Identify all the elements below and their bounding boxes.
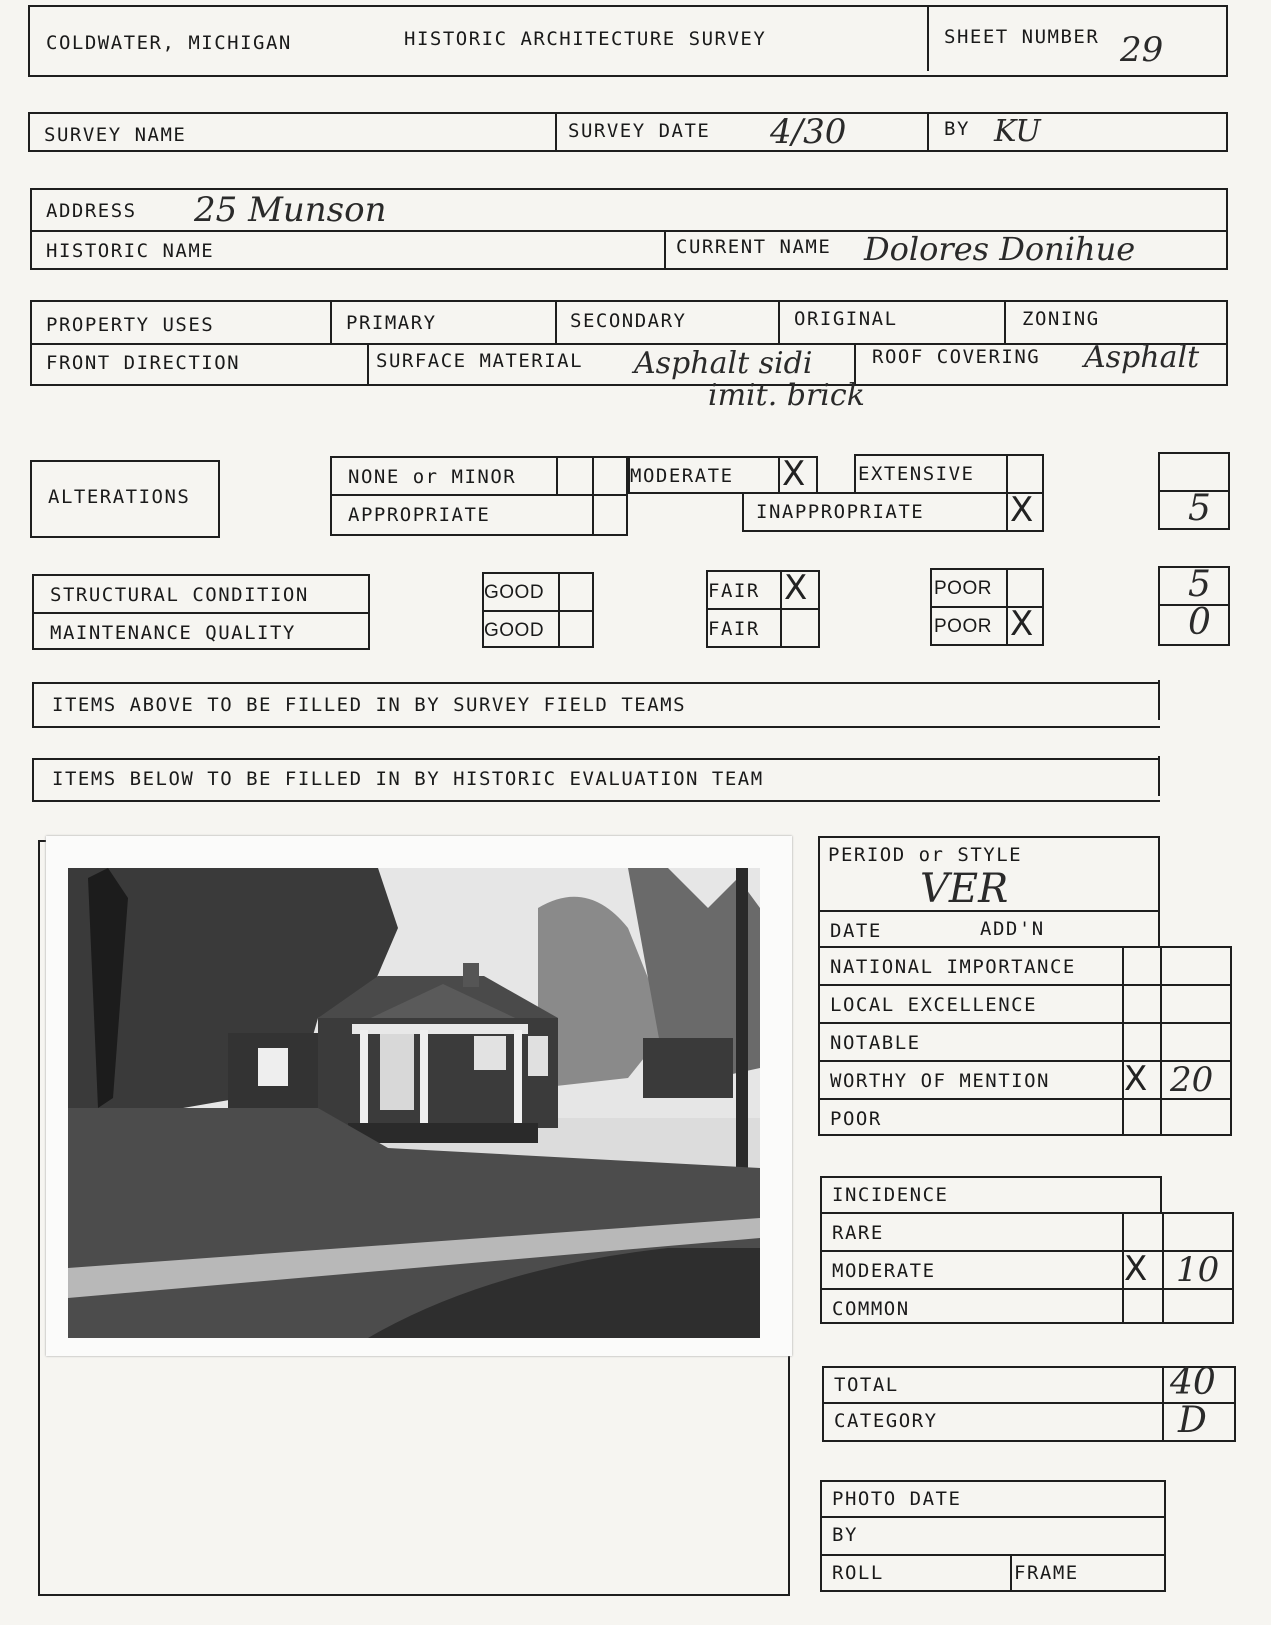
incidence-moderate-label: MODERATE: [832, 1260, 936, 1282]
inappropriate-check-mark: X: [1010, 490, 1034, 530]
period-style-label: PERIOD or STYLE: [828, 844, 1023, 866]
zoning-label: ZONING: [1022, 308, 1100, 330]
worthy-check-mark: X: [1124, 1059, 1148, 1099]
front-direction-label: FRONT DIRECTION: [46, 352, 241, 374]
category-value: D: [1178, 1400, 1207, 1441]
structural-score: 5: [1188, 564, 1211, 605]
fair-structural-check-mark: X: [784, 568, 808, 608]
sheet-number-label: SHEET NUMBER: [944, 26, 1100, 48]
eval-poor-label: POOR: [830, 1108, 882, 1130]
worthy-score: 20: [1170, 1060, 1214, 1100]
survey-name-label: SURVEY NAME: [44, 124, 187, 146]
category-label: CATEGORY: [834, 1410, 938, 1432]
survey-date-label: SURVEY DATE: [568, 120, 711, 142]
maintenance-score: 0: [1188, 602, 1211, 643]
form-title: HISTORIC ARCHITECTURE SURVEY: [404, 28, 767, 50]
total-label: TOTAL: [834, 1374, 899, 1396]
period-style-value: VER: [920, 866, 1009, 912]
frame-label: FRAME: [1014, 1562, 1079, 1584]
surface-material-value-2: imit. brick: [708, 378, 865, 413]
none-minor-label: NONE or MINOR: [348, 466, 517, 488]
photo-by-label: BY: [832, 1524, 858, 1546]
rare-label: RARE: [832, 1222, 884, 1244]
survey-by-label: BY: [944, 118, 970, 140]
survey-by-value: KU: [994, 114, 1041, 149]
incidence-moderate-score: 10: [1176, 1250, 1220, 1290]
survey-date-value: 4/30: [770, 112, 847, 152]
secondary-label: SECONDARY: [570, 310, 687, 332]
roof-covering-value: Asphalt: [1084, 340, 1200, 375]
moderate-check-mark: X: [782, 454, 806, 494]
incidence-label: INCIDENCE: [832, 1184, 949, 1206]
alterations-label: ALTERATIONS: [48, 486, 191, 508]
poor-maintenance-label: POOR: [934, 616, 992, 637]
good-maintenance-label: GOOD: [484, 620, 545, 641]
sheet-number-value: 29: [1120, 30, 1164, 70]
address-label: ADDRESS: [46, 200, 137, 222]
eval-date-label: DATE: [830, 920, 882, 942]
notes-above: ITEMS ABOVE TO BE FILLED IN BY SURVEY FIELD TEAMS: [52, 694, 687, 716]
inappropriate-label: INAPPROPRIATE: [756, 501, 925, 523]
roof-covering-label: ROOF COVERING: [872, 346, 1041, 368]
city-label: COLDWATER, MICHIGAN: [46, 32, 292, 54]
good-structural-label: GOOD: [484, 582, 545, 603]
fair-maintenance-label: FAIR: [708, 618, 760, 640]
surface-material-value-1: Asphalt sidi: [634, 346, 813, 381]
current-name-label: CURRENT NAME: [676, 236, 832, 258]
alterations-score: 5: [1188, 488, 1211, 529]
primary-label: PRIMARY: [346, 312, 437, 334]
original-label: ORIGINAL: [794, 308, 898, 330]
incidence-moderate-check-mark: X: [1124, 1249, 1148, 1289]
total-value: 40: [1170, 1362, 1216, 1403]
maintenance-quality-label: MAINTENANCE QUALITY: [50, 622, 296, 644]
extensive-label: EXTENSIVE: [858, 463, 975, 485]
local-excellence-label: LOCAL EXCELLENCE: [830, 994, 1038, 1016]
moderate-label: MODERATE: [630, 465, 734, 487]
appropriate-label: APPROPRIATE: [348, 504, 491, 526]
national-importance-label: NATIONAL IMPORTANCE: [830, 956, 1076, 978]
addn-label: ADD'N: [980, 918, 1045, 940]
historic-name-label: HISTORIC NAME: [46, 240, 215, 262]
surface-material-label: SURFACE MATERIAL: [376, 350, 584, 372]
notes-below: ITEMS BELOW TO BE FILLED IN BY HISTORIC EVALUATION TEAM: [52, 768, 764, 790]
poor-maintenance-check-mark: X: [1010, 604, 1034, 644]
address-value: 25 Munson: [194, 190, 387, 230]
photo-date-label: PHOTO DATE: [832, 1488, 962, 1510]
notable-label: NOTABLE: [830, 1032, 921, 1054]
fair-structural-label: FAIR: [708, 580, 760, 602]
common-label: COMMON: [832, 1298, 910, 1320]
evaluation-score-column: [1122, 946, 1232, 1136]
worthy-of-mention-label: WORTHY OF MENTION: [830, 1070, 1050, 1092]
property-uses-label: PROPERTY USES: [46, 314, 215, 336]
structural-condition-label: STRUCTURAL CONDITION: [50, 584, 309, 606]
current-name-value: Dolores Donihue: [864, 230, 1136, 268]
house-photo: [68, 868, 760, 1338]
roll-label: ROLL: [832, 1562, 884, 1584]
poor-structural-label: POOR: [934, 578, 992, 599]
